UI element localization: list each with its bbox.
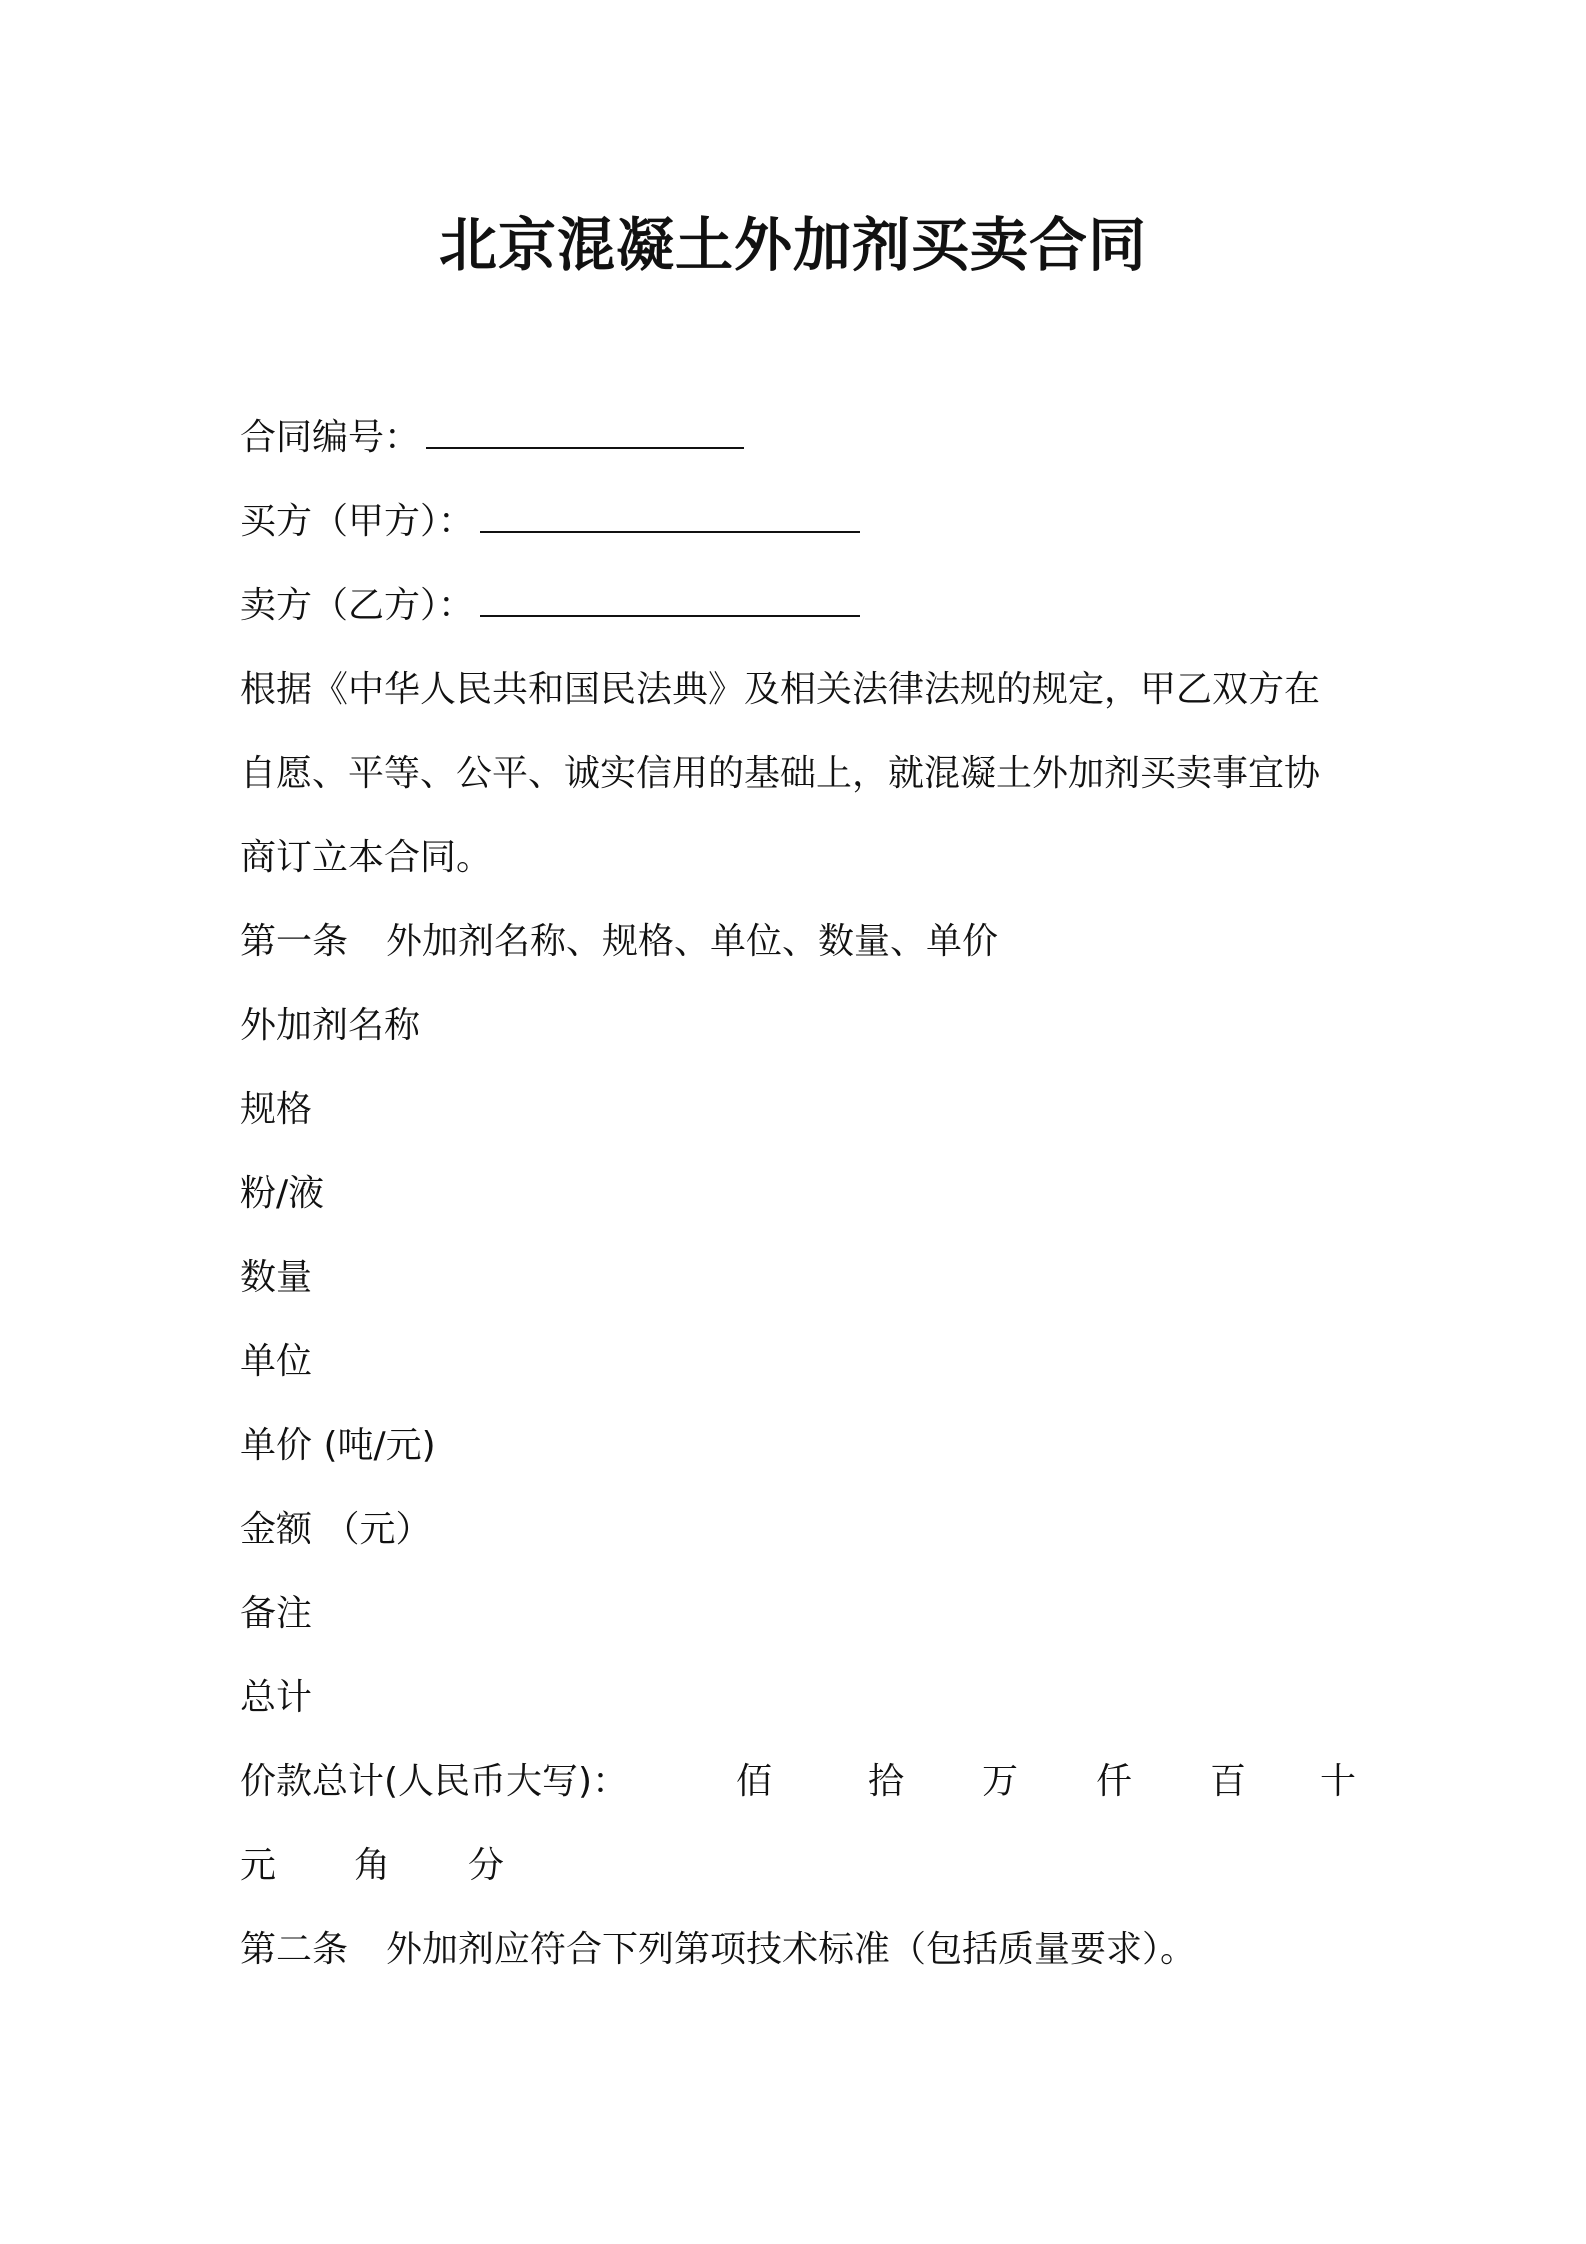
item-total: 总计 bbox=[240, 1677, 313, 1718]
unit-bai-hundred-million: 佰 bbox=[736, 1761, 773, 1802]
preamble-line-3: 商订立本合同。 bbox=[240, 837, 493, 878]
item-additive-name: 外加剂名称 bbox=[240, 1005, 421, 1046]
buyer-blank bbox=[480, 497, 860, 533]
seller-field bbox=[240, 581, 860, 631]
seller-label: 卖方（乙方）： bbox=[240, 585, 475, 626]
preamble-line-1: 根据《中华人民共和国民法典》及相关法律法规的规定，甲乙双方在 bbox=[240, 669, 1321, 710]
item-unit-price: 单价 (吨/元) bbox=[240, 1425, 436, 1466]
document-title: 北京混凝土外加剂买卖合同 bbox=[438, 211, 1147, 279]
unit-bai: 百 bbox=[1210, 1761, 1247, 1802]
article-2-number: 第二条 bbox=[240, 1929, 349, 1970]
unit-fen: 分 bbox=[468, 1845, 505, 1886]
article-1-number: 第一条 bbox=[240, 921, 349, 962]
unit-qian: 仟 bbox=[1096, 1761, 1133, 1802]
item-quantity: 数量 bbox=[240, 1257, 313, 1298]
article-2-title: 外加剂应符合下列第项技术标准（包括质量要求）。 bbox=[386, 1929, 1197, 1970]
seller-blank bbox=[480, 581, 860, 617]
contract-number-label: 合同编号： bbox=[240, 417, 421, 458]
buyer-field bbox=[240, 497, 860, 547]
contract-number-field bbox=[240, 413, 744, 463]
unit-wan: 万 bbox=[982, 1761, 1019, 1802]
unit-shi: 十 bbox=[1320, 1761, 1357, 1802]
total-amount-label: 价款总计(人民币大写)： bbox=[240, 1761, 629, 1802]
item-powder-liquid: 粉/液 bbox=[240, 1173, 325, 1214]
article-2-heading bbox=[240, 1925, 1196, 1975]
item-amount: 金额 （元） bbox=[240, 1509, 432, 1550]
buyer-label: 买方（甲方）： bbox=[240, 501, 475, 542]
unit-yuan: 元 bbox=[240, 1845, 277, 1886]
item-remarks: 备注 bbox=[240, 1593, 313, 1634]
preamble-line-2: 自愿、平等、公平、诚实信用的基础上，就混凝土外加剂买卖事宜协 bbox=[240, 753, 1321, 794]
item-unit: 单位 bbox=[240, 1341, 313, 1382]
unit-shi-ten-million: 拾 bbox=[868, 1761, 905, 1802]
article-1-heading bbox=[240, 917, 998, 967]
contract-number-blank bbox=[426, 413, 744, 449]
unit-jiao: 角 bbox=[354, 1845, 391, 1886]
article-1-title: 外加剂名称、规格、单位、数量、单价 bbox=[386, 921, 999, 962]
item-specification: 规格 bbox=[240, 1089, 313, 1130]
